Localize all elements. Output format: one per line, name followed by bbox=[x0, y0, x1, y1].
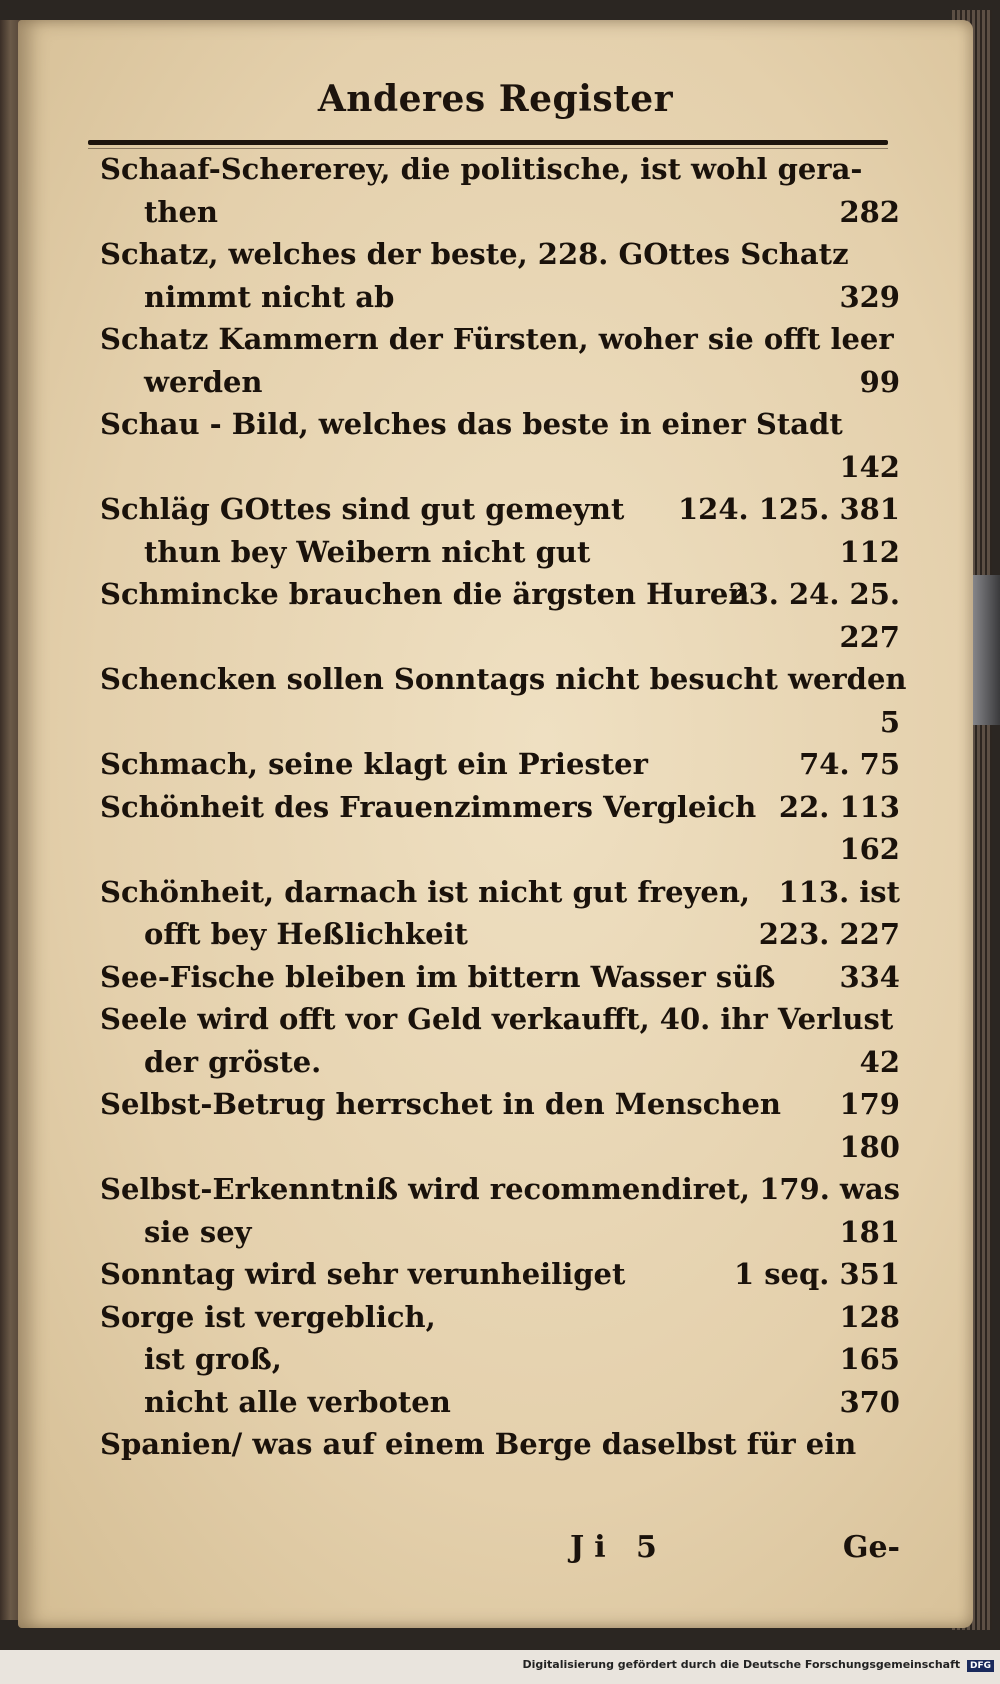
page-reference: 227 bbox=[839, 619, 900, 654]
index-line bbox=[100, 403, 900, 446]
entry-text: Selbst-Betrug herrschet in den Menschen bbox=[100, 1087, 781, 1121]
entry-text: offt bey Heßlichkeit bbox=[144, 917, 468, 951]
index-line bbox=[100, 1423, 900, 1466]
entry-text: Schönheit des Frauenzimmers Vergleich bbox=[100, 789, 757, 824]
running-header: Anderes Register bbox=[317, 78, 674, 120]
page-reference: 223. 227 bbox=[758, 917, 900, 951]
page-reference: 165 bbox=[839, 1342, 900, 1376]
page-reference: 179 bbox=[839, 1087, 900, 1121]
page-footer bbox=[100, 1530, 900, 1574]
page-reference: 23. 24. 25. bbox=[728, 577, 900, 611]
index-line bbox=[100, 1083, 900, 1126]
index-line bbox=[100, 233, 900, 276]
index-line bbox=[100, 871, 900, 914]
index-line bbox=[100, 1211, 900, 1254]
entry-text: thun bey Weibern nicht gut bbox=[144, 534, 591, 569]
entry-text: sie sey bbox=[144, 1214, 252, 1249]
book-page bbox=[18, 20, 973, 1628]
index-line bbox=[100, 1168, 900, 1211]
page-reference: 42 bbox=[859, 1044, 900, 1079]
entry-text: Schatz Kammern der Fürsten, woher sie offt leer bbox=[100, 322, 894, 356]
index-line bbox=[100, 786, 900, 829]
entry-text: Schönheit, darnach ist nicht gut freyen, bbox=[100, 874, 751, 909]
entry-text: werden bbox=[144, 364, 263, 399]
index-line bbox=[100, 998, 900, 1041]
page-reference: 179. was bbox=[759, 1172, 900, 1206]
index-line bbox=[100, 828, 900, 871]
entry-text: nicht alle verboten bbox=[144, 1384, 451, 1419]
index-line bbox=[100, 956, 900, 999]
entry-text: nimmt nicht ab bbox=[144, 279, 395, 314]
index-line bbox=[100, 573, 900, 616]
credit-text: Digitalisierung gefördert durch die Deutsche Forschungsgemeinschaft bbox=[522, 1658, 961, 1671]
index-line bbox=[100, 276, 900, 319]
index-line bbox=[100, 1338, 900, 1381]
entry-text: Seele wird offt vor Geld verkaufft, 40. ihr Verlust bbox=[100, 1002, 894, 1036]
page-reference: 334 bbox=[839, 959, 900, 994]
entry-text: ist groß, bbox=[144, 1342, 282, 1376]
entry-text: Spanien/ was auf einem Berge daselbst für ein bbox=[100, 1427, 857, 1461]
index-line bbox=[100, 318, 900, 361]
index-line bbox=[100, 658, 907, 701]
index-line bbox=[100, 531, 900, 574]
entry-text: Schatz, welches der beste, 228. GOttes Schatz bbox=[100, 237, 849, 271]
entry-text: Schmach, seine klagt ein Priester bbox=[100, 747, 648, 781]
digitization-credit bbox=[522, 1658, 994, 1672]
page-reference: 181 bbox=[839, 1214, 900, 1249]
page-reference: 180 bbox=[839, 1129, 900, 1164]
header-rule bbox=[88, 140, 888, 145]
entry-text: Schmincke brauchen die ärgsten Huren bbox=[100, 577, 750, 611]
index-line bbox=[100, 616, 900, 659]
entry-text: der gröste. bbox=[144, 1044, 322, 1079]
index-line bbox=[100, 701, 900, 744]
entry-text: Schau - Bild, welches das beste in einer Stadt bbox=[100, 407, 843, 441]
page-reference: 124. 125. 381 bbox=[678, 492, 900, 526]
entry-text: Sorge ist vergeblich, bbox=[100, 1299, 436, 1334]
page-reference: 22. 113 bbox=[778, 789, 900, 824]
page-reference: 128 bbox=[839, 1299, 900, 1334]
index-line bbox=[100, 1253, 900, 1296]
index-line bbox=[100, 1041, 900, 1084]
index-line bbox=[100, 913, 900, 956]
index-line bbox=[100, 1126, 900, 1169]
index-line bbox=[100, 148, 900, 191]
index-line bbox=[100, 743, 900, 786]
page-reference: 74. 75 bbox=[799, 747, 900, 781]
entry-text: Schaaf-Schererey, die politische, ist wohl gera- bbox=[100, 152, 863, 186]
index-line bbox=[100, 446, 900, 489]
page-reference: 1 seq. 351 bbox=[733, 1257, 900, 1291]
index-line bbox=[100, 1296, 900, 1339]
page-reference: 329 bbox=[839, 279, 900, 314]
page-reference: 112 bbox=[839, 534, 900, 569]
entry-text: Sonntag wird sehr verunheiliget bbox=[100, 1257, 626, 1291]
dfg-logo: DFG bbox=[967, 1660, 994, 1672]
catchword: Ge- bbox=[842, 1530, 900, 1565]
index-line bbox=[100, 361, 900, 404]
page-reference: 162 bbox=[839, 832, 900, 866]
page-reference: 282 bbox=[839, 194, 900, 229]
entry-text: Selbst-Erkenntniß wird recommendiret, bbox=[100, 1172, 750, 1206]
entry-text: See-Fische bleiben im bittern Wasser süß bbox=[100, 959, 776, 994]
index-line bbox=[100, 488, 900, 531]
entry-text: Schläg GOttes sind gut gemeynt bbox=[100, 492, 625, 526]
page-reference: 113. ist bbox=[778, 874, 900, 909]
signature-mark: Ji 5 bbox=[570, 1530, 667, 1565]
entry-text: Schencken sollen Sonntags nicht besucht werden bbox=[100, 662, 907, 696]
page-reference: 99 bbox=[859, 364, 900, 399]
page-reference: 5 bbox=[879, 704, 900, 739]
index-line bbox=[100, 191, 900, 234]
index-entries bbox=[100, 148, 907, 1466]
page-reference: 142 bbox=[839, 449, 900, 484]
page-reference: 370 bbox=[839, 1384, 900, 1419]
index-line bbox=[100, 1381, 900, 1424]
entry-text: then bbox=[144, 194, 219, 229]
